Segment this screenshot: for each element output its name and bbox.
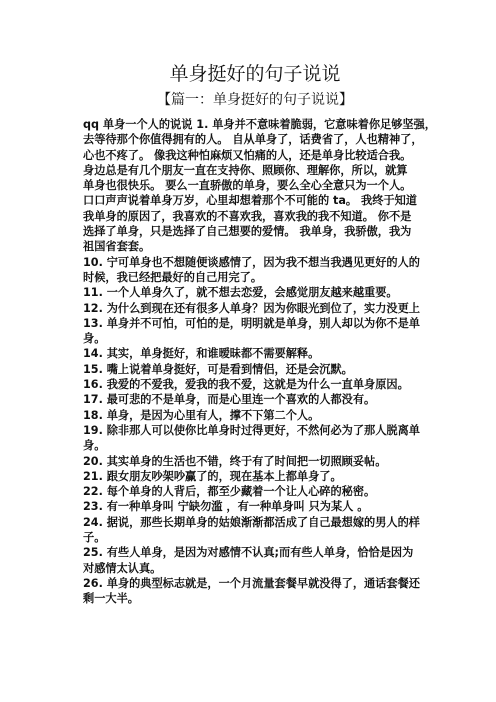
body-line: 13. 单身并不可怕，可怕的是，明明就是单身，别人却以为你不是单 xyxy=(83,316,420,330)
body-line: 18. 单身，是因为心里有人，撑不下第二个人。 xyxy=(83,408,320,422)
body-line: 子。 xyxy=(83,531,106,545)
body-line: 21. 跟女朋友吵架吵赢了的，现在基本上都单身了。 xyxy=(83,469,342,483)
body-line: 我单身的原因了，我喜欢的不喜欢我，喜欢我的我不知道。 你不是 xyxy=(83,209,412,223)
body-line: 16. 我爱的不爱我，爱我的我不爱，这就是为什么一直单身原因。 xyxy=(83,378,409,392)
body-line: 剩一大半。 xyxy=(83,592,139,606)
body-line: 祖国省套套。 xyxy=(83,240,151,254)
body-line: 17. 最可悲的不是单身，而是心里连一个喜欢的人都没有。 xyxy=(83,393,376,407)
body-line: 心也不疼了。 像我这种怕麻烦又怕痛的人，还是单身比较适合我。 xyxy=(83,148,412,162)
body-line: 25. 有些人单身，是因为对感情不认真;而有些人单身，恰恰是因为 xyxy=(83,546,414,560)
body-line: 11. 一个人单身久了，就不想去恋爱，会感觉朋友越来越重要。 xyxy=(83,286,398,300)
body-line: 19. 除非那人可以使你比单身时过得更好，不然何必为了那人脱离单 xyxy=(83,423,420,437)
body-line: 20. 其实单身的生活也不错，终于有了时间把一切照顾妥帖。 xyxy=(83,454,387,468)
body-line: 单身也很快乐。 要么一直骄傲的单身，要么全心全意只为一个人。 xyxy=(83,179,412,193)
body-line: 口口声声说着单身万岁，心里却想着那个不可能的 ta。 我终于知道 xyxy=(83,194,417,208)
body-line: 14. 其实，单身挺好，和谁暧昧都不需要解释。 xyxy=(83,347,320,361)
body-line: 23. 有一种单身叫 宁缺勿滥 ，有一种单身叫 只为某人 。 xyxy=(83,500,369,514)
body-line: 24. 据说，那些长期单身的姑娘渐渐都活成了自己最想嫁的男人的样 xyxy=(83,515,420,529)
body-line: 时候，我已经把最好的自己用完了。 xyxy=(83,270,263,284)
body-line: 15. 嘴上说着单身挺好，可是看到情侣，还是会沉默。 xyxy=(83,362,353,376)
body-line: 去等待那个你值得拥有的人。 自从单身了，话费省了，人也精神了， xyxy=(83,133,423,147)
document-body xyxy=(83,117,436,607)
section-heading: 【篇一：单身挺好的句子说说】 xyxy=(157,92,353,108)
body-line: 身。 xyxy=(83,332,106,346)
document-title: 单身挺好的句子说说 xyxy=(169,63,341,85)
body-line: 身。 xyxy=(83,439,106,453)
body-line: 26. 单身的典型标志就是，一个月流量套餐早就没得了，通话套餐还 xyxy=(83,576,420,590)
body-line: 身边总是有几个朋友一直在支持你、照顾你、理解你，所以，就算 xyxy=(83,163,408,177)
body-line: 22. 每个单身的人背后，都至少藏着一个让人心碎的秘密。 xyxy=(83,485,376,499)
body-line: 12. 为什么到现在还有很多人单身？因为你眼光到位了，实力没更上 xyxy=(83,301,420,315)
body-line: qq 单身一个人的说说 1. 单身并不意味着脆弱，它意味着你足够坚强， xyxy=(83,118,436,131)
body-line: 对感情太认真。 xyxy=(83,561,162,575)
body-line: 选择了单身，只是选择了自己想要的爱情。 我单身，我骄傲，我为 xyxy=(83,225,412,239)
body-line: 10. 宁可单身也不想随便谈感情了，因为我不想当我遇见更好的人的 xyxy=(83,255,420,269)
